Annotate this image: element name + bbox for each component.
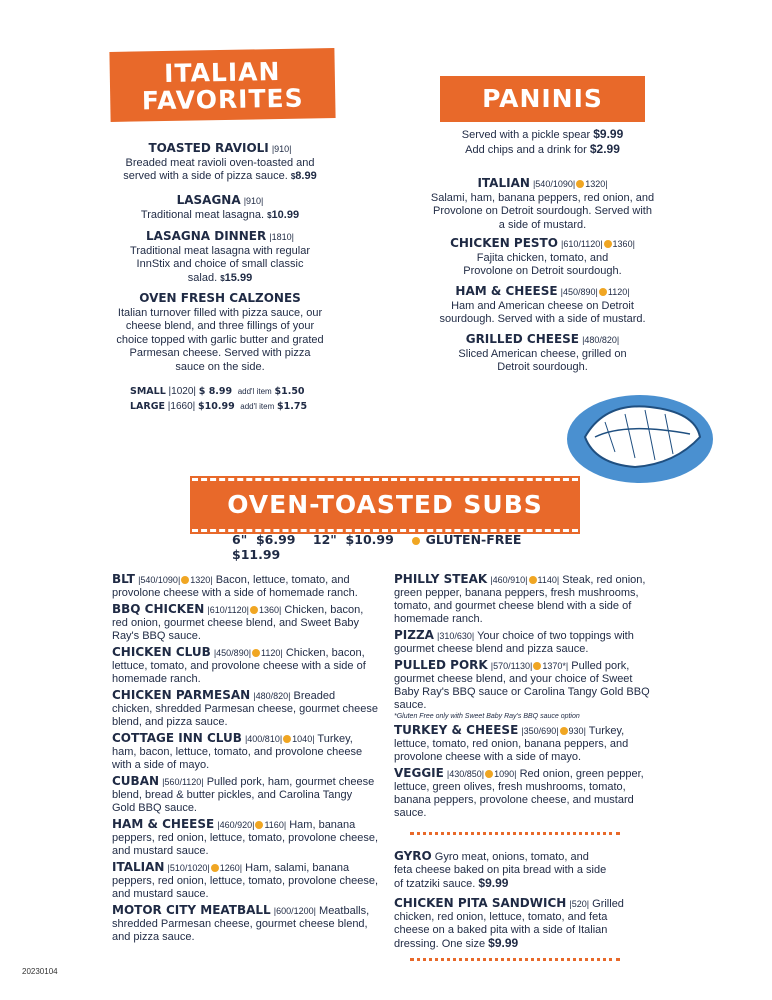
item-name: LASAGNA	[176, 193, 241, 207]
item-desc: Grilled chicken, red onion, lettuce, tomato, and feta cheese on a baked pita with a side of Italian dressing. One size	[394, 898, 624, 950]
price-12: $10.99	[345, 532, 394, 547]
paninis-banner: PANINIS	[440, 76, 645, 122]
item-desc: Turkey, lettuce, tomato, red onion, banana peppers, and provolone cheese with a side of mayo.	[394, 725, 629, 763]
gluten-free-icon	[533, 662, 541, 670]
gluten-free-icon	[604, 240, 612, 248]
item-price: 10.99	[271, 208, 300, 221]
item-gf-cal: 1160|	[264, 820, 287, 830]
item-name: PULLED PORK	[394, 658, 488, 672]
calzone-size-row	[130, 384, 330, 399]
item-desc: Salami, ham, banana peppers, red onion, and Provolone on Detroit sourdough. Served with a side of mustard.	[430, 191, 655, 231]
item-cal: |540/1090|	[532, 179, 576, 189]
item-name: HAM & CHEESE	[455, 284, 558, 298]
item-desc: Red onion, green pepper, lettuce, green olives, fresh mushrooms, tomato, banana peppers, provolone cheese, and mustard sauce.	[394, 768, 644, 819]
item-name: OVEN FRESH CALZONES	[139, 291, 301, 305]
item-cal: |450/890|	[560, 287, 598, 297]
addl-price: $1.50	[274, 386, 305, 397]
item-cal: |430/850|	[446, 769, 485, 779]
item-desc: Meatballs, shredded Parmesan cheese, gourmet cheese blend, and pizza sauce.	[112, 905, 370, 943]
calzone-sizes	[130, 384, 330, 414]
size-cal: |1020|	[168, 386, 196, 397]
item-desc: Chicken, bacon, lettuce, tomato, and provolone cheese with a side of homemade ranch.	[112, 647, 366, 685]
subs-left-column	[112, 573, 378, 947]
item-desc: Breaded chicken, shredded Parmesan cheese, gourmet cheese blend, and pizza sauce.	[112, 690, 378, 728]
item-cal: |460/920|	[217, 820, 255, 830]
item-desc: Breaded meat ravioli oven-toasted and served with a side of pizza sauce.	[123, 156, 315, 182]
italian-banner-line2: FAVORITES	[141, 83, 304, 116]
sub-item-gyro	[394, 850, 609, 891]
item-desc: Pulled pork, ham, gourmet cheese blend, bread & butter pickles, and Carolina Tangy Gold BBQ sauce.	[112, 776, 375, 814]
item-gf-cal: 1370*|	[542, 661, 569, 671]
item-cal: |600/1200|	[273, 906, 316, 916]
sub-item-cuban	[112, 775, 378, 815]
size-label: SMALL	[130, 386, 166, 397]
chips-price: $2.99	[589, 141, 620, 156]
item-gf-cal: 930|	[568, 726, 586, 736]
item-cal: |610/1120|	[561, 239, 603, 249]
item-cal: |560/1120|	[162, 777, 204, 787]
sub-item-chicken-pita	[394, 897, 634, 951]
size-price: $10.99	[198, 401, 235, 412]
item-desc: Ham, banana peppers, red onion, lettuce, tomato, provolone cheese, and mustard sauce.	[112, 819, 379, 857]
item-cal: |460/910|	[490, 575, 528, 585]
sub-item-veggie	[394, 767, 660, 820]
sub-item-pulled-pork	[394, 659, 660, 712]
item-cal: |910|	[271, 144, 292, 154]
item-desc: Fajita chicken, tomato, and Provolone on Detroit sourdough.	[463, 251, 622, 277]
size-price: $ 8.99	[198, 386, 233, 397]
italian-item-ravioli: TOASTED RAVIOLI |910| Breaded meat ravioli oven-toasted and served with a side of pizza sauce. $8.99	[123, 141, 317, 182]
item-cal: |400/810|	[244, 734, 283, 744]
chips-line: Add chips and a drink for	[465, 143, 587, 156]
item-cal: |450/890|	[213, 648, 252, 658]
item-name: COTTAGE INN CLUB	[112, 731, 242, 745]
item-name: CHICKEN PITA SANDWICH	[394, 896, 567, 910]
sub-item-philly-steak	[394, 573, 660, 626]
sub-item-italian	[112, 861, 378, 901]
size-12: 12"	[312, 532, 337, 547]
item-name: BBQ CHICKEN	[112, 602, 205, 616]
item-cal: |610/1120|	[207, 605, 249, 615]
item-name: PHILLY STEAK	[394, 572, 488, 586]
sub-item-blt	[112, 573, 378, 600]
sub-item-motor-city-meatball	[112, 904, 378, 944]
item-cal: |510/1020|	[167, 863, 210, 873]
item-cal: |310/630|	[437, 631, 475, 641]
item-name: HAM & CHEESE	[112, 817, 215, 831]
item-gf-cal: 1320|	[190, 575, 213, 585]
item-desc: Gyro meat, onions, tomato, and feta cheese baked on pita bread with a side of tzatziki sauce.	[394, 851, 607, 890]
item-name: MOTOR CITY MEATBALL	[112, 903, 271, 917]
item-gf-cal: 1260|	[219, 863, 243, 873]
subs-banner: OVEN-TOASTED SUBS	[192, 478, 578, 532]
item-desc: Sliced American cheese, grilled on Detroit sourdough.	[458, 347, 627, 373]
panini-item-italian	[430, 177, 655, 232]
item-desc: Chicken, bacon, red onion, gourmet cheese blend, and Sweet Baby Ray's BBQ sauce.	[112, 604, 364, 642]
sub-item-bbq-chicken	[112, 603, 378, 643]
italian-banner-line1: ITALIAN	[163, 56, 281, 89]
item-name: GRILLED CHEESE	[465, 332, 579, 346]
italian-item-lasagna-dinner: LASAGNA DINNER |1810| Traditional meat lasagna with regular InnStix and choice of small classic salad. $15.99	[130, 229, 310, 284]
italian-favorites-banner	[109, 48, 335, 122]
item-price: 8.99	[295, 170, 317, 182]
item-name: LASAGNA DINNER	[146, 229, 267, 243]
addl-label: add'l item	[240, 402, 275, 411]
item-desc: Ham and American cheese on Detroit sourdough. Served with a side of mustard.	[439, 299, 646, 325]
sub-item-chicken-parmesan	[112, 689, 378, 729]
item-gf-cal: 1090|	[494, 769, 517, 779]
item-name: TOASTED RAVIOLI	[148, 141, 269, 155]
item-cal: |1810|	[269, 232, 294, 242]
item-name: CHICKEN CLUB	[112, 645, 211, 659]
size-cal: |1660|	[167, 401, 196, 412]
gluten-free-icon	[560, 727, 568, 735]
subs-right-column	[394, 573, 660, 823]
served-price: $9.99	[593, 127, 624, 141]
item-gf-cal: 1120|	[607, 287, 630, 297]
item-desc: Traditional meat lasagna with regular InnStix and choice of small classic salad.	[130, 244, 310, 284]
item-price: 15.99	[224, 271, 253, 284]
italian-item-lasagna: LASAGNA |910| Traditional meat lasagna. $10.99	[140, 193, 300, 221]
footer-code: 20230104	[22, 967, 58, 976]
gluten-free-icon	[529, 576, 537, 584]
panini-item-chicken-pesto	[430, 237, 655, 279]
item-name: GYRO	[394, 849, 432, 863]
item-desc: Pulled pork, gourmet cheese blend, and your choice of Sweet Baby Ray's BBQ sauce or Carolina Tangy Gold BBQ sauce.	[394, 660, 650, 711]
item-gf-cal: 1120|	[261, 648, 283, 658]
item-cal: |350/690|	[521, 726, 559, 736]
gf-price: $11.99	[232, 547, 281, 562]
gluten-free-icon	[283, 735, 291, 743]
addl-label: add'l item	[237, 387, 272, 396]
item-desc: Your choice of two toppings with gourmet cheese blend and pizza sauce.	[394, 630, 634, 655]
gluten-free-icon	[485, 770, 493, 778]
italian-item-calzones	[110, 292, 330, 374]
gf-label: GLUTEN-FREE	[425, 532, 522, 547]
gluten-free-icon	[250, 606, 258, 614]
item-gf-cal: 1140|	[537, 575, 560, 585]
size-label: LARGE	[130, 401, 166, 412]
gluten-free-icon	[412, 537, 420, 545]
item-cal: |520|	[569, 899, 590, 909]
item-name: VEGGIE	[394, 766, 444, 780]
sub-item-chicken-club	[112, 646, 378, 686]
item-name: CHICKEN PESTO	[450, 236, 558, 250]
item-name: TURKEY & CHEESE	[394, 723, 519, 737]
sub-item-cottage-inn-club	[112, 732, 378, 772]
item-desc: Traditional meat lasagna.	[140, 208, 265, 221]
item-desc: Ham, salami, banana peppers, red onion, lettuce, tomato, provolone cheese, and mustard sauce.	[112, 862, 379, 900]
item-name: CHICKEN PARMESAN	[112, 688, 251, 702]
paninis-intro	[430, 128, 655, 157]
item-name: CUBAN	[112, 774, 160, 788]
panini-item-ham-cheese	[430, 285, 655, 327]
addl-price: $1.75	[277, 401, 308, 412]
item-gf-cal: 1360|	[612, 239, 635, 249]
size-6: 6"	[232, 532, 248, 547]
gluten-free-icon	[255, 821, 263, 829]
divider-dots-bottom	[410, 958, 620, 961]
item-desc: Steak, red onion, green pepper, banana peppers, fresh mushrooms, tomato, and gourmet cheese blend with a side of homemade ranch.	[394, 574, 646, 625]
item-name: ITALIAN	[477, 176, 530, 190]
item-name: PIZZA	[394, 628, 434, 642]
gf-note: *Gluten Free only with Sweet Baby Ray's BBQ sauce option	[394, 713, 580, 720]
subs-prices	[232, 532, 552, 562]
item-desc: Italian turnover filled with pizza sauce, our cheese blend, and three fillings of your choice topped with garlic butter and grated Parmesan cheese. Served with pizza sauce on the side.	[116, 306, 324, 373]
item-gf-cal: 1040|	[292, 734, 315, 744]
sub-item-ham-cheese	[112, 818, 378, 858]
item-name: BLT	[112, 572, 135, 586]
item-cal: |570/1130|	[490, 661, 533, 671]
gluten-free-icon	[576, 180, 584, 188]
item-cal: |540/1090|	[138, 575, 181, 585]
gluten-free-icon	[181, 576, 189, 584]
item-price: $9.99	[478, 876, 509, 890]
calzone-size-row	[130, 399, 330, 414]
gluten-free-icon	[599, 288, 607, 296]
item-desc: Turkey, ham, bacon, lettuce, tomato, and provolone cheese with a side of mayo.	[112, 733, 363, 771]
item-cal: |480/820|	[253, 691, 291, 701]
sub-item-pizza	[394, 629, 660, 656]
panini-illustration	[565, 392, 715, 487]
gluten-free-icon	[211, 864, 219, 872]
gluten-free-icon	[252, 649, 260, 657]
item-gf-cal: 1360|	[258, 605, 282, 615]
panini-item-grilled-cheese	[430, 333, 655, 375]
item-gf-cal: 1320|	[585, 179, 608, 189]
item-cal: |480/820|	[582, 335, 620, 345]
divider-dots-top	[410, 832, 620, 835]
served-line: Served with a pickle spear	[461, 129, 591, 141]
price-6: $6.99	[255, 532, 296, 547]
item-desc: Bacon, lettuce, tomato, and provolone cheese with a side of homemade ranch.	[112, 574, 358, 599]
item-name: ITALIAN	[112, 860, 165, 874]
item-price: $9.99	[488, 936, 519, 950]
item-cal: |910|	[243, 196, 264, 206]
sub-item-turkey-cheese	[394, 724, 660, 764]
